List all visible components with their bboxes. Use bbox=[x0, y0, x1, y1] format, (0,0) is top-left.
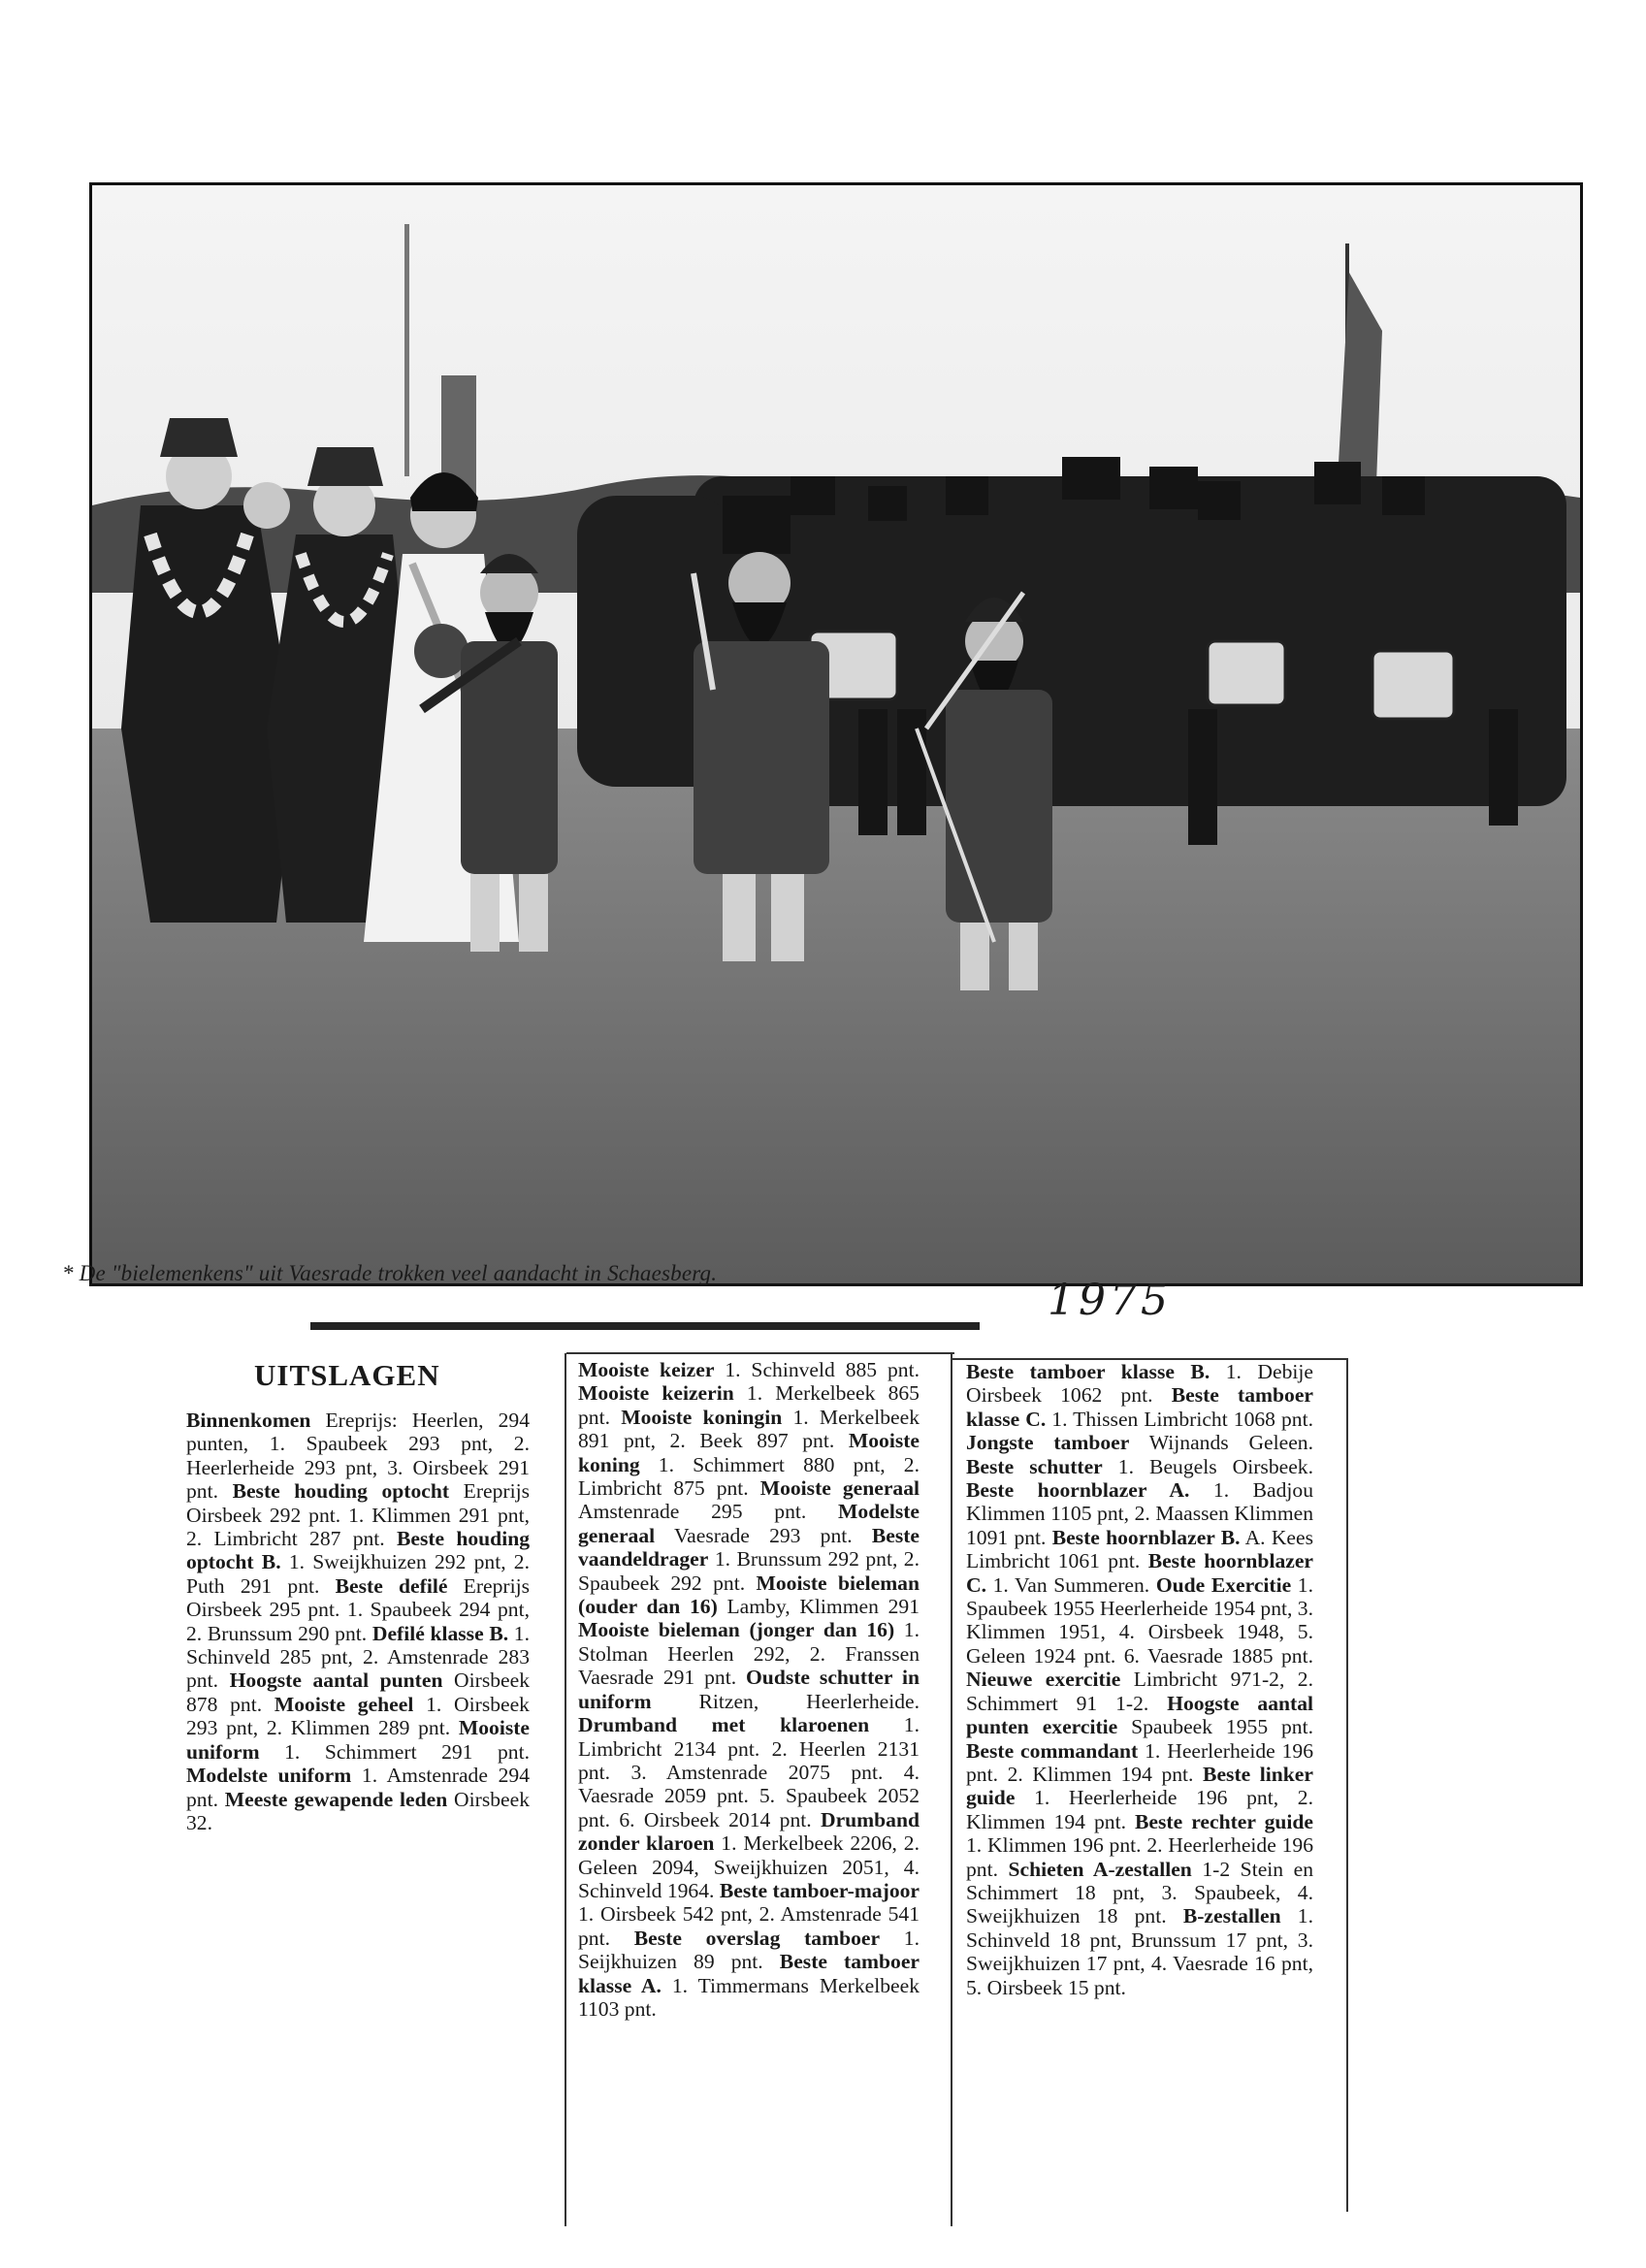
result-scores: Ereprijs Oirsbeek 295 pnt. 1. Spaubeek 294 pnt, 2. Brunssum 290 pnt. bbox=[186, 1573, 530, 1645]
result-category: Drumband met klaroenen bbox=[578, 1713, 870, 1737]
result-category: Nieuwe exercitie bbox=[966, 1668, 1121, 1692]
photo-icon bbox=[92, 185, 1580, 1283]
result-category: Schieten A-zestallen bbox=[1008, 1857, 1192, 1881]
result-scores: 1. Seijkhuizen 89 pnt. bbox=[578, 1926, 920, 1974]
result-scores: 1. Stolman Heerlen 292, 2. Franssen Vaesrade 291 pnt. bbox=[578, 1618, 920, 1690]
result-scores: 1. Schimmert 880 pnt, 2. Limbricht 875 pnt. bbox=[578, 1452, 920, 1501]
result-scores: 1. Merkelbeek 865 pnt. bbox=[578, 1381, 920, 1429]
result-scores: 1. Merkelbeek 891 pnt, 2. Beek 897 pnt. bbox=[578, 1405, 920, 1453]
results-column-3 bbox=[966, 1360, 1313, 1999]
result-category: Beste hoornblazer A. bbox=[966, 1478, 1190, 1503]
result-scores: 1. Debije Oirsbeek 1062 pnt. bbox=[966, 1360, 1313, 1408]
result-category: Binnenkomen bbox=[186, 1409, 311, 1432]
result-scores: 1. Van Summeren. bbox=[986, 1572, 1156, 1597]
result-scores: Wijnands Geleen. bbox=[1129, 1431, 1313, 1455]
result-category: Defilé klasse B. bbox=[371, 1621, 509, 1645]
result-scores: 1. Badjou Klimmen 1105 pnt, 2. Maassen Klimmen 1091 pnt. bbox=[966, 1478, 1313, 1549]
result-scores: 1. Klimmen 196 pnt. 2. Heerlerheide 196 pnt. bbox=[966, 1833, 1313, 1881]
photo-caption: * De "bielemenkens" uit Vaesrade trokken veel aandacht in Schaesberg. bbox=[62, 1261, 718, 1285]
results-heading: UITSLAGEN bbox=[254, 1358, 440, 1392]
result-scores: 1. Beugels Oirsbeek. bbox=[1102, 1454, 1313, 1478]
result-scores: Ereprijs Oirsbeek 292 pnt. 1. Klimmen 291 pnt, 2. Limbricht 287 pnt. bbox=[186, 1479, 530, 1551]
result-category: Beste overslag tamboer bbox=[633, 1926, 881, 1950]
clipping-edge bbox=[310, 1322, 980, 1330]
result-category: Mooiste koning bbox=[578, 1429, 920, 1476]
result-category: Jongste tamboer bbox=[966, 1431, 1130, 1455]
result-category: Mooiste generaal bbox=[759, 1476, 920, 1501]
clipping-edge bbox=[565, 1353, 566, 2226]
result-scores: 1. Brunssum 292 pnt, 2. Spaubeek 292 pnt. bbox=[578, 1547, 920, 1595]
result-scores: 1. Amstenrade 294 pnt. bbox=[186, 1764, 530, 1811]
result-scores: 1. Heerlerheide 196 pnt. 2. Klimmen 194 pnt. bbox=[966, 1738, 1313, 1786]
result-category: Beste rechter guide bbox=[1135, 1809, 1313, 1833]
result-scores: 1. Heerlerheide 196 pnt, 2. Klimmen 194 pnt. bbox=[966, 1786, 1313, 1833]
result-category: Modelste generaal bbox=[578, 1500, 920, 1547]
results-text bbox=[966, 1360, 1313, 1999]
result-category: Beste houding optocht bbox=[232, 1479, 450, 1504]
result-scores: 1. Timmermans Merkelbeek 1103 pnt. bbox=[578, 1973, 920, 2021]
result-category: Oude Exercitie bbox=[1155, 1572, 1292, 1597]
result-scores: 1-2 Stein en Schimmert 18 pnt, 3. Spaubeek, 4. Sweijkhuizen 18 pnt. bbox=[966, 1857, 1313, 1928]
handwritten-year: 1975 bbox=[1048, 1276, 1172, 1325]
result-scores: Spaubeek 1955 pnt. bbox=[1117, 1715, 1313, 1739]
clipping-edge bbox=[951, 1353, 952, 2226]
result-category: B-zestallen bbox=[1182, 1904, 1281, 1928]
result-category: Beste tamboer klasse B. bbox=[966, 1360, 1210, 1383]
result-scores: 1. Limbricht 2134 pnt. 2. Heerlen 2131 pnt. 3. Amstenrade 2075 pnt. 4. Vaesrade 2059 pnt. 5. Spaubeek 2052 pnt. 6. Oirsbeek 2014 pnt. bbox=[578, 1713, 920, 1831]
result-category: Beste houding optocht B. bbox=[186, 1527, 531, 1574]
clipping-edge bbox=[1346, 1358, 1348, 2212]
result-category: Beste commandant bbox=[966, 1738, 1139, 1763]
result-category: Mooiste geheel bbox=[274, 1692, 414, 1716]
result-scores: Ereprijs: Heerlen, 294 punten, 1. Spaubeek 293 pnt, 2. Heerlerheide 293 pnt, 3. Oirsbeek 291 pnt. bbox=[186, 1409, 530, 1504]
result-category: Mooiste bieleman (ouder dan 16) bbox=[578, 1571, 920, 1619]
result-category: Beste tamboer-majoor bbox=[719, 1878, 920, 1902]
result-scores: Amstenrade 295 pnt. bbox=[578, 1500, 839, 1524]
results-column-2 bbox=[578, 1358, 920, 2021]
result-category: Mooiste keizerin bbox=[578, 1381, 734, 1406]
result-category: Drumband zonder klaroen bbox=[578, 1807, 920, 1856]
result-category: Mooiste koningin bbox=[621, 1405, 783, 1429]
result-scores: 1. Spaubeek 1955 Heerlerheide 1954 pnt, 3. Klimmen 1951, 4. Oirsbeek 1948, 5. Geleen 1924 pnt. 6. Vaesrade 1885 pnt. bbox=[966, 1572, 1314, 1668]
result-scores: Ritzen, Heerlerheide. bbox=[651, 1689, 920, 1713]
result-category: Beste schutter bbox=[966, 1454, 1103, 1478]
news-photo bbox=[89, 182, 1583, 1286]
result-category: Meeste gewapende leden bbox=[224, 1787, 448, 1811]
result-scores: Vaesrade 293 pnt. bbox=[655, 1523, 872, 1547]
result-category: Mooiste uniform bbox=[186, 1716, 530, 1764]
result-scores: Lamby, Klimmen 291 bbox=[717, 1595, 920, 1619]
result-scores: 1. Oirsbeek 542 pnt, 2. Amstenrade 541 pnt. bbox=[578, 1902, 920, 1950]
result-scores: 1. Schinveld 285 pnt, 2. Amstenrade 283 pnt. bbox=[186, 1621, 531, 1693]
result-scores: 1. Schimmert 291 pnt. bbox=[259, 1739, 530, 1764]
result-category: Beste tamboer klasse C. bbox=[966, 1383, 1314, 1431]
result-category: Mooiste bieleman (jonger dan 16) bbox=[578, 1618, 895, 1642]
result-category: Beste tamboer klasse A. bbox=[578, 1950, 920, 1997]
result-category: Beste defilé bbox=[335, 1573, 448, 1598]
result-scores: Oirsbeek 32. bbox=[186, 1787, 530, 1834]
result-scores: 1. Thissen Limbricht 1068 pnt. bbox=[1046, 1407, 1313, 1431]
result-category: Mooiste keizer bbox=[578, 1358, 715, 1381]
result-category: Beste vaandeldrager bbox=[578, 1523, 920, 1571]
result-scores: 1. Schinveld 18 pnt, Brunssum 17 pnt, 3. Sweijkhuizen 17 pnt, 4. Vaesrade 16 pnt, 5. Oirsbeek 15 pnt. bbox=[966, 1904, 1314, 1999]
result-scores: 1. Schinveld 885 pnt. bbox=[714, 1358, 920, 1381]
result-scores: Oirsbeek 878 pnt. bbox=[186, 1669, 530, 1716]
result-scores: 1. Oirsbeek 293 pnt, 2. Klimmen 289 pnt. bbox=[186, 1692, 530, 1740]
result-category: Beste linker guide bbox=[966, 1762, 1313, 1810]
result-category: Hoogste aantal punten exercitie bbox=[966, 1691, 1314, 1739]
result-category: Hoogste aantal punten bbox=[229, 1669, 443, 1693]
result-scores: 1. Sweijkhuizen 292 pnt, 2. Puth 291 pnt. bbox=[186, 1550, 531, 1598]
result-category: Oudste schutter in uniform bbox=[578, 1666, 920, 1713]
results-text bbox=[186, 1409, 530, 1834]
result-category: Modelste uniform bbox=[186, 1764, 352, 1788]
result-scores: 1. Merkelbeek 2206, 2. Geleen 2094, Sweijkhuizen 2051, 4. Schinveld 1964. bbox=[578, 1831, 920, 1902]
result-scores: Limbricht 971-2, 2. Schimmert 91 1-2. bbox=[966, 1668, 1313, 1715]
result-scores: A. Kees Limbricht 1061 pnt. bbox=[966, 1525, 1313, 1573]
results-column-1 bbox=[186, 1409, 530, 1834]
result-category: Beste hoornblazer B. bbox=[1051, 1525, 1241, 1549]
result-category: Beste hoornblazer C. bbox=[966, 1549, 1313, 1597]
clipping-edge bbox=[566, 1352, 954, 1354]
results-text bbox=[578, 1358, 920, 2021]
